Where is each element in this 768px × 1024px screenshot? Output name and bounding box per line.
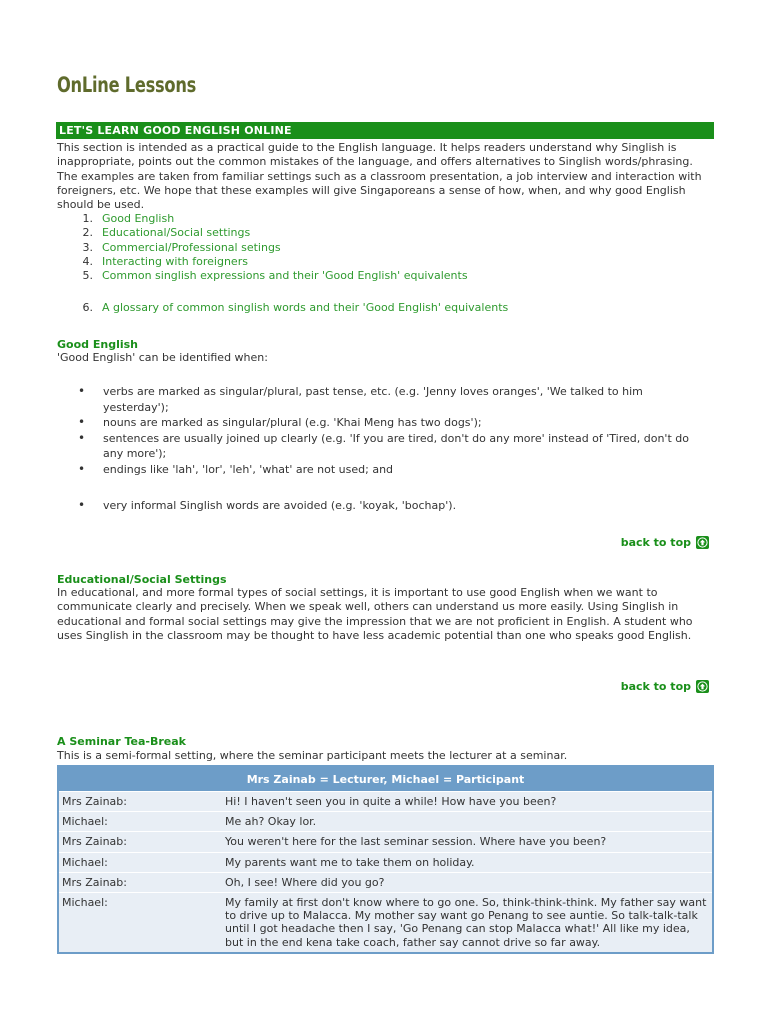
- back-to-top-label: back to top: [620, 680, 691, 693]
- educational-heading: Educational/Social Settings: [57, 573, 227, 586]
- line-cell: Hi! I haven't seen you in quite a while! How have you been?: [222, 792, 713, 812]
- speaker-cell: Mrs Zainab:: [58, 832, 222, 852]
- toc-item: [57, 212, 468, 226]
- list-item: • endings like 'lah', 'lor', 'leh', 'what' are not used; and: [57, 462, 697, 478]
- back-to-top-link[interactable]: [621, 680, 709, 693]
- line-cell: You weren't here for the last seminar session. Where have you been?: [222, 832, 713, 852]
- line-cell: My parents want me to take them on holiday.: [222, 852, 713, 872]
- table-row: [58, 893, 713, 953]
- line-cell: My family at first don't know where to go one. So, think-think-think. My father say want to drive up to Malacca. My mother say want go Penang to see auntie. So talk-talk-talk until I got headache then I say, 'Go Penang can stop Malacca what!' All like my idea, but in the end kena take coach, father say cannot drive so far away.: [222, 893, 713, 953]
- toc-number: 3.: [82, 240, 93, 254]
- toc-link-common-expressions[interactable]: Common singlish expressions and their 'Good English' equivalents: [102, 269, 468, 283]
- table-row: [58, 872, 713, 892]
- speaker-cell: Michael:: [58, 893, 222, 953]
- table-row: [58, 832, 713, 852]
- speaker-cell: Michael:: [58, 852, 222, 872]
- toc-number: 2.: [82, 226, 93, 240]
- toc-link-educational-social[interactable]: Educational/Social settings: [102, 226, 251, 240]
- good-english-list: [57, 384, 697, 477]
- toc-link-good-english[interactable]: Good English: [102, 212, 175, 225]
- toc-number: 1.: [82, 212, 93, 225]
- toc-item: [57, 269, 468, 283]
- toc-item: [57, 226, 468, 240]
- table-row: [58, 812, 713, 832]
- seminar-heading: A Seminar Tea-Break: [57, 735, 186, 748]
- section-banner: LET'S LEARN GOOD ENGLISH ONLINE: [56, 122, 714, 139]
- speaker-cell: Mrs Zainab:: [58, 792, 222, 812]
- toc-item: [57, 255, 468, 269]
- toc-link-glossary[interactable]: A glossary of common singlish words and their 'Good English' equivalents: [102, 301, 509, 314]
- toc-number: 5.: [82, 269, 93, 283]
- list-item: • nouns are marked as singular/plural (e.g. 'Khai Meng has two dogs');: [57, 415, 697, 431]
- table-row: [58, 852, 713, 872]
- toc-item: [57, 301, 508, 315]
- back-to-top-link[interactable]: [621, 536, 709, 549]
- dialogue-table: [57, 765, 714, 954]
- good-english-lead: 'Good English' can be identified when:: [57, 351, 268, 364]
- back-to-top-label: back to top: [620, 536, 691, 549]
- speaker-cell: Mrs Zainab:: [58, 872, 222, 892]
- line-cell: Me ah? Okay lor.: [222, 812, 713, 832]
- arrow-up-icon: [696, 680, 709, 693]
- toc-number: 6.: [82, 301, 93, 314]
- good-english-list-extra: [57, 498, 697, 514]
- line-cell: Oh, I see! Where did you go?: [222, 872, 713, 892]
- toc-link-interacting-foreigners[interactable]: Interacting with foreigners: [102, 254, 248, 268]
- seminar-intro: This is a semi-formal setting, where the seminar participant meets the lecturer at a seminar.: [57, 749, 568, 762]
- toc-link-commercial-professional[interactable]: Commercial/Professional setings: [102, 240, 281, 254]
- intro-paragraph: This section is intended as a practical guide to the English language. It helps readers understand why Singlish is inappropriate, points out the common mistakes of the language, and offers alternatives to Singlish words/phrasing. The examples are taken from familiar settings such as a classroom presentation, a job interview and interaction with foreigners, etc. We hope that these examples will give Singaporeans a sense of how, when, and why good English should be used.: [57, 141, 702, 212]
- speaker-cell: Michael:: [58, 812, 222, 832]
- page-title: OnLine Lessons: [57, 73, 197, 97]
- arrow-up-icon: [696, 536, 709, 549]
- good-english-heading: Good English: [57, 338, 138, 351]
- list-item: • verbs are marked as singular/plural, past tense, etc. (e.g. 'Jenny loves oranges', 'We talked to him yesterday');: [57, 384, 697, 415]
- table-row: [58, 792, 713, 812]
- dialogue-table-header: Mrs Zainab = Lecturer, Michael = Participant: [58, 766, 713, 792]
- educational-paragraph: In educational, and more formal types of social settings, it is important to use good English when we want to communicate clearly and precisely. When we speak well, others can understand us more easily. Using Singlish in educational and formal social settings may give the impression that we are not proficient in English. A student who uses Singlish in the classroom may be thought to have less academic potential than one who speaks good English.: [57, 586, 693, 642]
- toc-number: 4.: [82, 254, 93, 268]
- list-item: • sentences are usually joined up clearly (e.g. 'If you are tired, don't do any more' instead of 'Tired, don't do any more');: [57, 431, 697, 462]
- table-of-contents: [57, 212, 468, 283]
- list-item: • very informal Singlish words are avoided (e.g. 'koyak, 'bochap').: [57, 498, 697, 514]
- toc-item: [57, 241, 468, 255]
